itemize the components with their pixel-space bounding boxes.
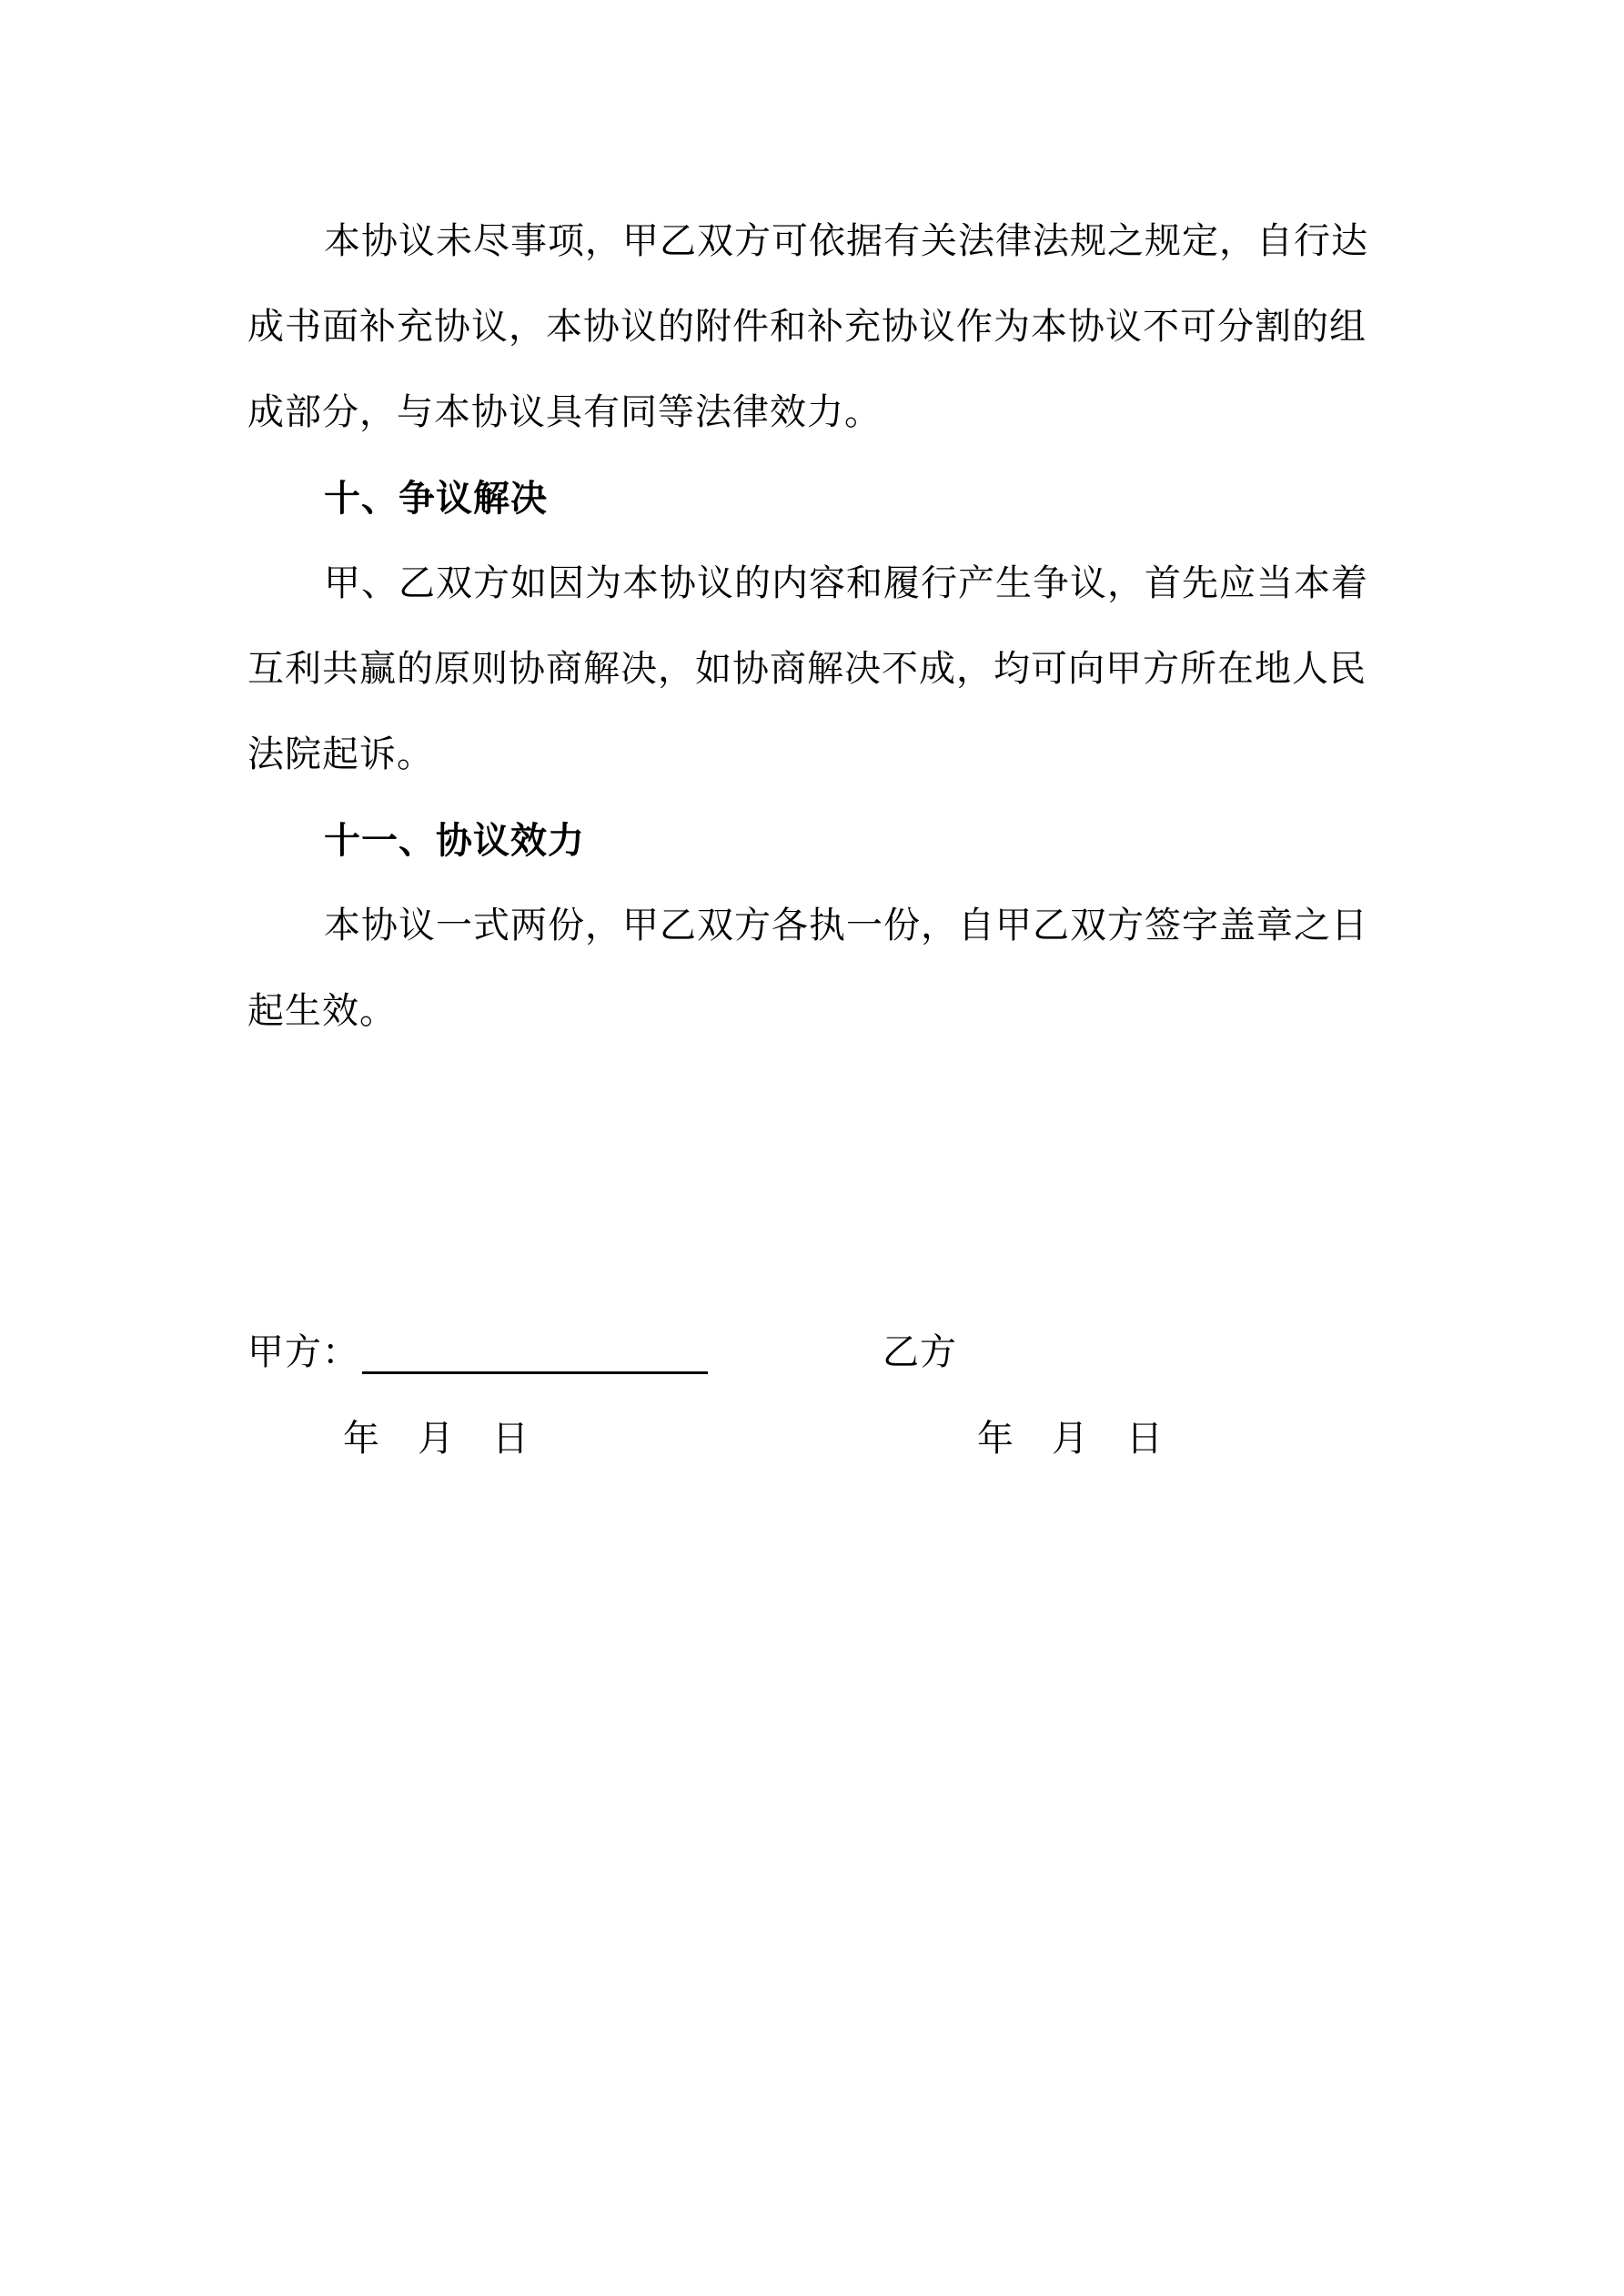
section-11-line-2: 起生效。	[247, 990, 397, 1032]
supplement-clause-line-2: 成书面补充协议，本协议的附件和补充协议作为本协议不可分割的组	[247, 306, 1367, 348]
section-10-line-3: 法院起诉。	[247, 733, 434, 775]
party-a-date: 年 月 日	[343, 1418, 530, 1460]
party-a-label: 甲方：	[247, 1331, 359, 1373]
party-b-label: 乙方	[883, 1331, 957, 1373]
party-a-signature-line	[362, 1371, 708, 1374]
section-10-heading: 十、争议解决	[324, 477, 548, 520]
supplement-clause-line-1: 本协议未尽事项，甲乙双方可依据有关法律法规之规定，自行达	[324, 220, 1368, 262]
section-11-line-1: 本协议一式两份，甲乙双方各执一份，自甲乙双方签字盖章之日	[324, 905, 1368, 946]
supplement-clause-line-3: 成部分，与本协议具有同等法律效力。	[247, 391, 882, 433]
section-10-line-1: 甲、乙双方如因为本协议的内容和履行产生争议，首先应当本着	[324, 562, 1368, 604]
section-10-line-2: 互利共赢的原则协商解决，如协商解决不成，均可向甲方所在地人民	[247, 648, 1367, 690]
party-b-date: 年 月 日	[977, 1418, 1164, 1460]
section-11-heading: 十一、协议效力	[324, 819, 585, 862]
